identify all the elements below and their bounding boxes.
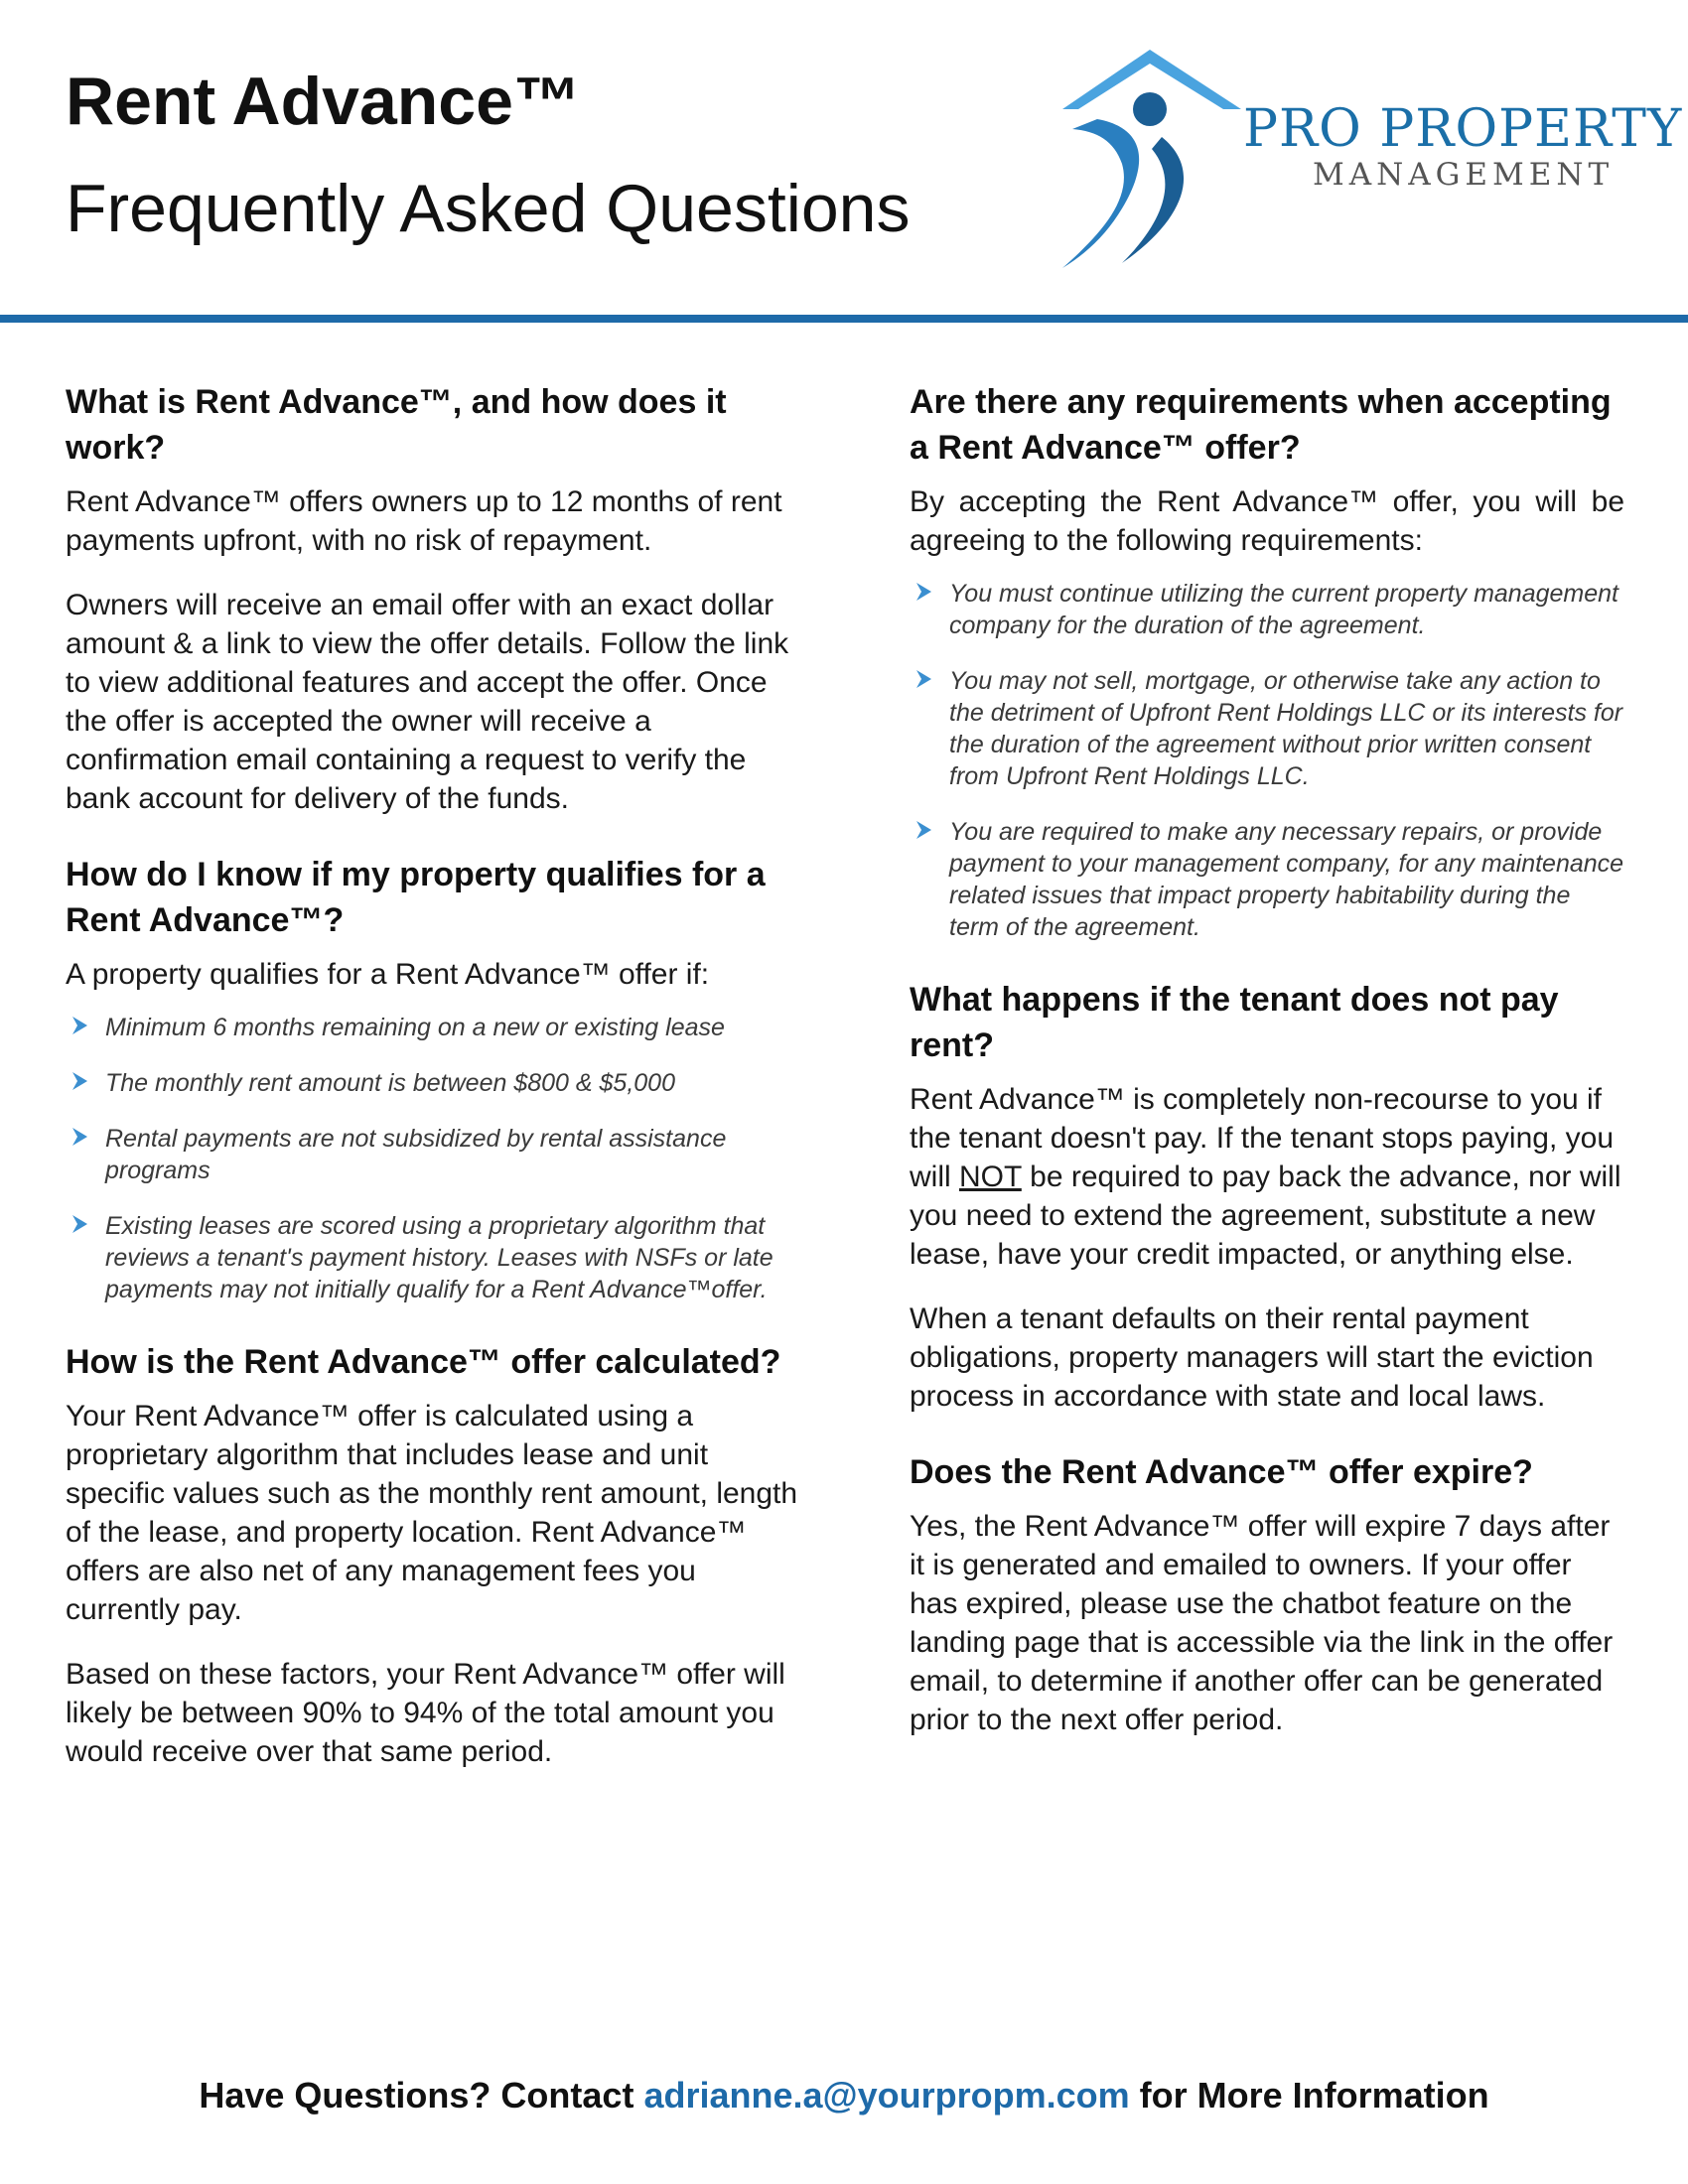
list-item: Existing leases are scored using a proprietary algorithm that reviews a tenant's payment history. Leases with NSFs or late payments may not initially qualify for a Rent Advance™offer. [105,1210,810,1305]
faq-expire [910,1449,1624,1739]
faq-paragraph: Rent Advance™ offers owners up to 12 months of rent payments upfront, with no risk of repayment. [66,485,782,557]
faq-paragraph: Yes, the Rent Advance™ offer will expire 7 days after it is generated and emailed to owners. If your offer has expired, please use the chatbot feature on the landing page that is accessible via the link in the offer email, to determine if another offer can be generated prior to the next offer period. [910,1510,1614,1736]
faq-heading: Does the Rent Advance™ offer expire? [910,1453,1533,1491]
faq-paragraph: Based on these factors, your Rent Advance™ offer will likely be between 90% to 94% of the total amount you would receive over that same period. [66,1658,785,1768]
chevron-right-icon [70,1069,91,1093]
list-item: You may not sell, mortgage, or otherwise take any action to the detriment of Upfront Rent Holdings LLC or its interests for the duration of the agreement without prior written consent from Upfront Rent Holdings LLC. [949,665,1624,792]
faq-paragraph: A property qualifies for a Rent Advance™ offer if: [66,958,710,991]
faq-requirements [910,379,1624,943]
faq-calculated [66,1339,810,1771]
chevron-right-icon [914,667,935,691]
page-subtitle: Frequently Asked Questions [66,171,911,246]
list-item: You are required to make any necessary repairs, or provide payment to your management company, for any maintenance related issues that impact property habitability during the term of the agreement. [949,816,1624,943]
page-header [0,0,1688,320]
header-divider [0,315,1688,323]
left-column [66,379,810,1805]
chevron-right-icon [70,1212,91,1236]
emphasis-not: NOT [959,1160,1022,1193]
faq-heading: What is Rent Advance™, and how does it work? [66,383,727,467]
faq-paragraph: Owners will receive an email offer with an exact dollar amount & a link to view the offer details. Follow the link to view additional features and accept the offer. Once the offer is accepted the owner will receive a confirmation email containing a request to verify the bank account for delivery of the funds. [66,589,789,815]
chevron-right-icon [70,1014,91,1037]
faq-tenant-not-pay [910,977,1624,1416]
faq-heading: What happens if the tenant does not pay rent? [910,981,1559,1064]
faq-paragraph: Your Rent Advance™ offer is calculated using a proprietary algorithm that includes lease and unit specific values such as the monthly rent amount, length of the lease, and property location. Rent Advance™ offers are also net of any management fees you currently pay. [66,1400,798,1626]
faq-paragraph: Rent Advance™ is completely non-recourse to you if the tenant doesn't pay. If the tenant stops paying, you will NOT be required to pay back the advance, nor will you need to extend the agreement, substitute a new lease, have your credit impacted, or anything else. [910,1083,1621,1271]
right-column [910,379,1624,1773]
contact-email-link[interactable]: adrianne.a@yourpropm.com [643,2075,1130,2116]
faq-heading: How do I know if my property qualifies for a Rent Advance™? [66,856,766,939]
contact-footer: Have Questions? Contact adrianne.a@yourpropm.com for More Information [199,2075,1489,2116]
logo-subtitle: MANAGEMENT [1313,157,1615,193]
faq-qualifies [66,852,810,1305]
faq-heading: How is the Rent Advance™ offer calculated? [66,1343,781,1381]
chevron-right-icon [914,580,935,604]
list-item: You must continue utilizing the current property management company for the duration of the agreement. [949,578,1624,641]
faq-paragraph: When a tenant defaults on their rental payment obligations, property managers will start the eviction process in accordance with state and local laws. [910,1302,1594,1413]
chevron-right-icon [914,818,935,842]
page-title: Rent Advance™ [66,64,581,139]
faq-heading: Are there any requirements when accepting a Rent Advance™ offer? [910,383,1612,467]
logo-wordmark: PRO PROPERTY [1243,99,1683,159]
list-item: Rental payments are not subsidized by rental assistance programs [105,1123,810,1186]
faq-what-is [66,379,810,818]
qualification-list [66,1012,810,1305]
list-item: The monthly rent amount is between $800 & $5,000 [105,1067,810,1099]
requirements-list [910,578,1624,943]
list-item: Minimum 6 months remaining on a new or existing lease [105,1012,810,1043]
chevron-right-icon [70,1125,91,1149]
faq-paragraph: By accepting the Rent Advance™ offer, you will be agreeing to the following requirements: [910,485,1624,557]
